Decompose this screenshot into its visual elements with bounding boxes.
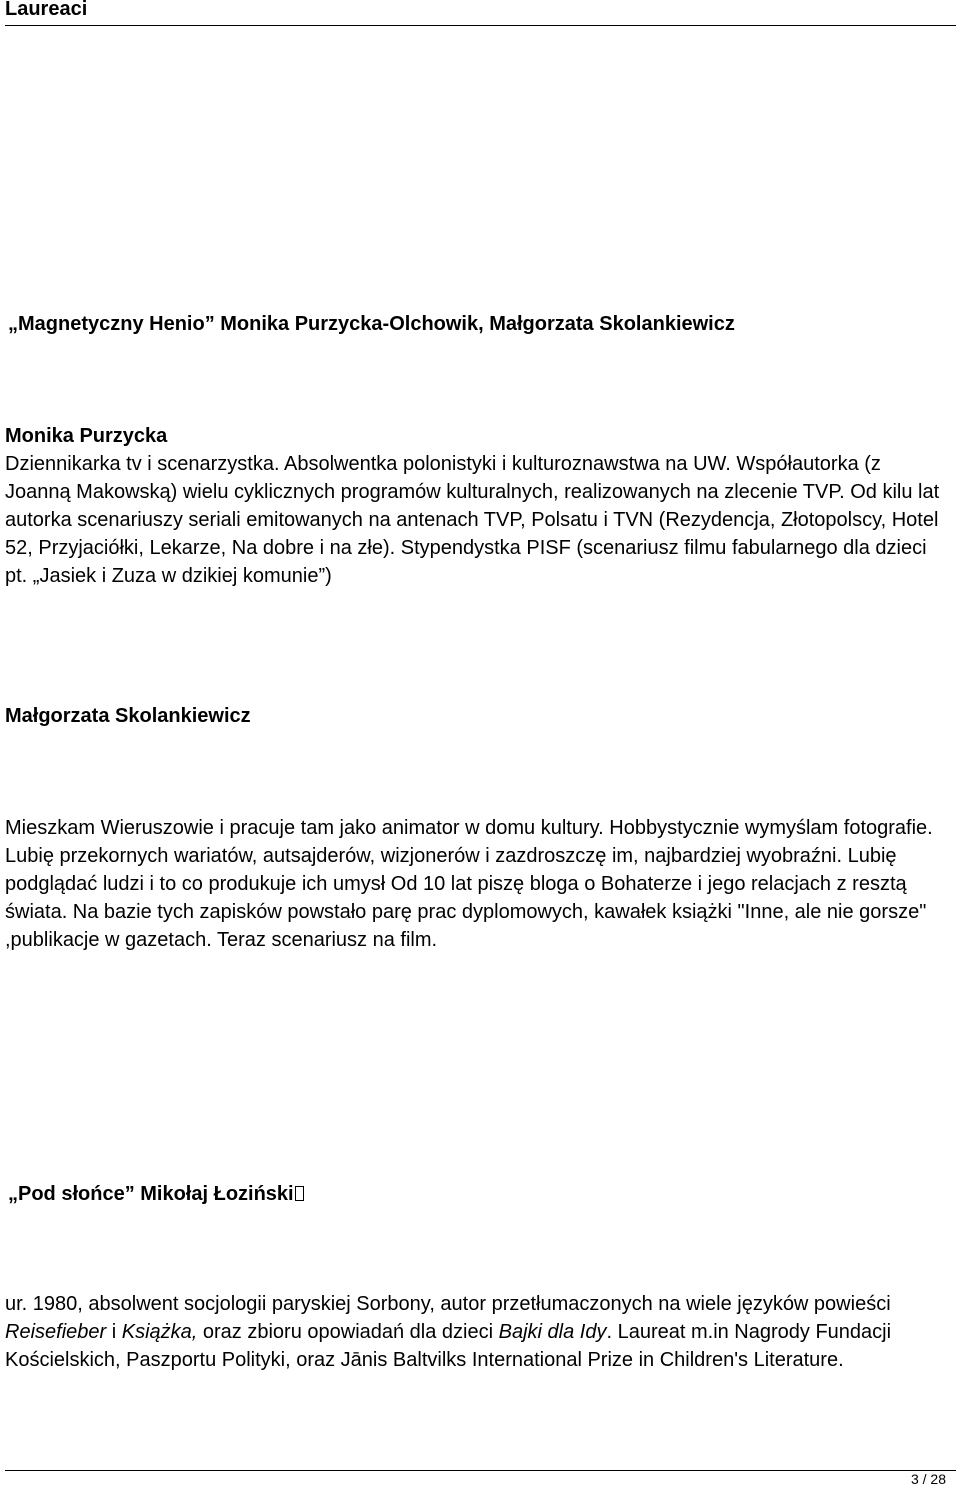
person-bio-mikolaj: [5, 1290, 950, 1374]
bio-text-4: . Laureat m.in Nagrody Fundacji Kościelskich, Paszportu Polityki, oraz Jānis Baltvilks International Prize in Children's Literature.: [5, 1321, 892, 1371]
bio-text-1: ur. 1980, absolwent socjologii paryskiej Sorbony, autor przetłumaczonych na wiele języków powieści: [5, 1293, 891, 1315]
section-title-pod-slonce: [8, 1180, 953, 1208]
section-title-text: „Pod słońce” Mikołaj Łoziński: [8, 1183, 294, 1205]
person-name: Monika Purzycka: [5, 425, 168, 447]
section-title-magnetyczny-henio: „Magnetyczny Henio” Monika Purzycka-Olchowik, Małgorzata Skolankiewicz: [8, 313, 735, 335]
book-title-ksiazka: Książka,: [121, 1321, 198, 1343]
page-header-title: Laureaci: [5, 0, 88, 20]
bio-text-2: i: [106, 1321, 122, 1343]
person-name-malgorzata: Małgorzata Skolankiewicz: [5, 705, 251, 727]
missing-glyph-box: [295, 1186, 304, 1201]
footer-divider: [5, 1470, 956, 1471]
bio-text-3: oraz zbioru opowiadań dla dzieci: [197, 1321, 499, 1343]
page-number: 3 / 28: [910, 1471, 946, 1487]
book-title-reisefieber: Reisefieber: [5, 1321, 107, 1343]
header-divider: [5, 25, 956, 26]
person-bio: Dziennikarka tv i scenarzystka. Absolwentka polonistyki i kulturoznawstwa na UW. Współautorka (z Joanną Makowską) wielu cyklicznych programów kulturalnych, realizowanych na zlecenie TVP. Od kilu lat autorka scenariuszy seriali emitowanych na antenach TVP, Polsatu i TVN (Rezydencja, Złotopolscy, Hotel 52, Przyjaciółki, Lekarze, Na dobre i na złe). Stypendystka PISF (scenariusz filmu fabularnego dla dzieci pt. „Jasiek i Zuza w dzikiej komunie”): [5, 453, 940, 587]
book-title-bajki-dla-idy: Bajki dla Idy: [498, 1321, 607, 1343]
person-monika-purzycka: [5, 422, 950, 590]
person-bio-malgorzata: Mieszkam Wieruszowie i pracuje tam jako animator w domu kultury. Hobbystycznie wymyślam fotografie. Lubię przekornych wariatów, autsajderów, wizjonerów i zazdroszczę im, najbardziej wyobraźni. Lubię podglądać ludzi i to co produkuje ich umysł Od 10 lat piszę bloga o Bohaterze i jego relacjach z resztą świata. Na bazie tych zapisków powstało parę prac dyplomowych, kawałek książki "Inne, ale nie gorsze" ,publikacje w gazetach. Teraz scenariusz na film.: [5, 817, 933, 951]
